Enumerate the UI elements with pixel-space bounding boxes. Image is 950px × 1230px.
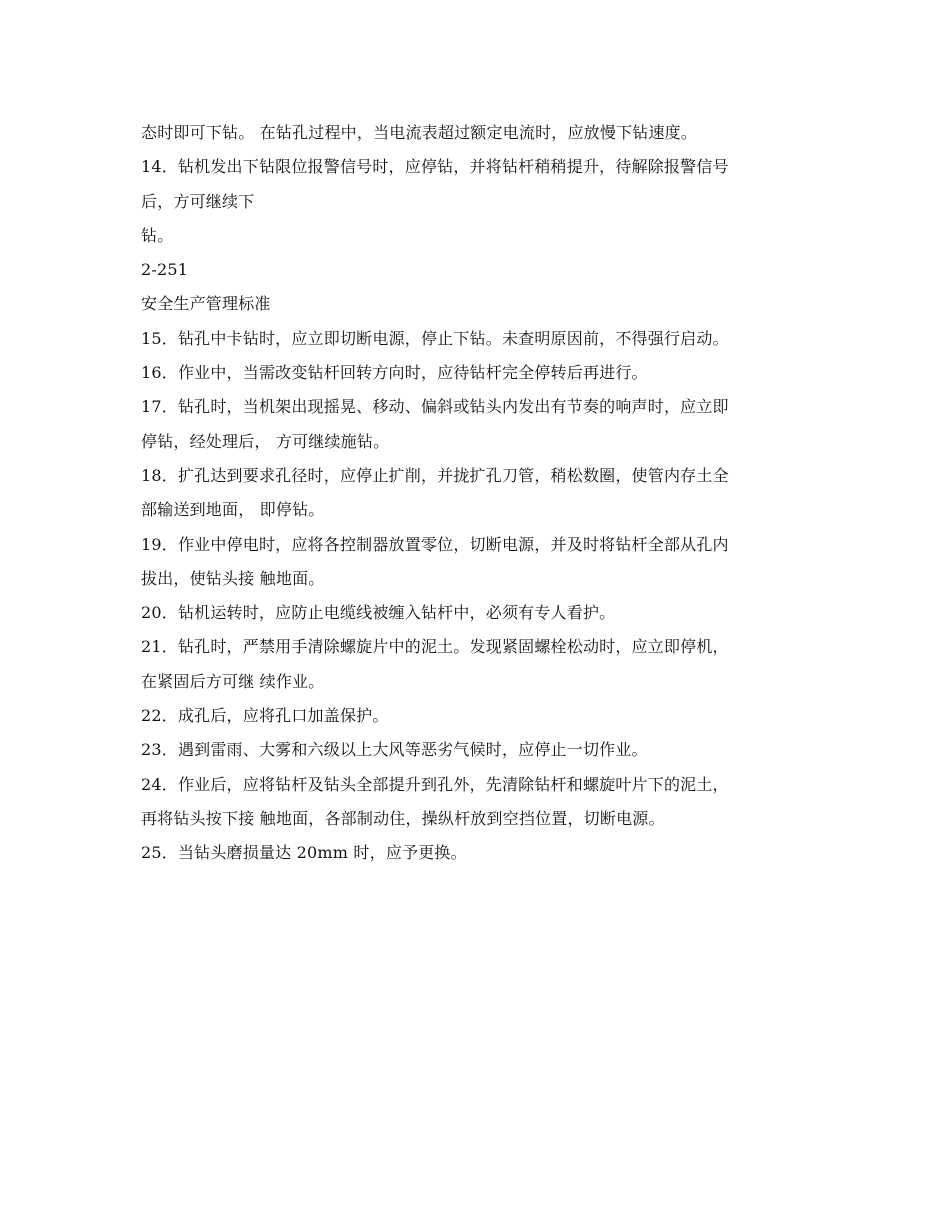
text-line: 20．钻机运转时，应防止电缆线被缠入钻杆中，必须有专人看护。 (141, 603, 616, 623)
text-line: 18．扩孔达到要求孔径时，应停止扩削，并拢扩孔刀管，稍松数圈，使管内存土全 (141, 465, 729, 485)
text-line: 19．作业中停电时，应将各控制器放置零位，切断电源，并及时将钻杆全部从孔内 (141, 534, 729, 554)
text-line: 21．钻孔时，严禁用手清除螺旋片中的泥土。发现紧固螺栓松动时，应立即停机， (141, 637, 729, 657)
text-line: 再将钻头按下接 触地面，各部制动住，操纵杆放到空挡位置，切断电源。 (141, 808, 665, 828)
text-line: 15．钻孔中卡钻时，应立即切断电源，停止下钻。未查明原因前，不得强行启动。 (141, 328, 729, 348)
document-body (141, 116, 821, 871)
text-line: 后，方可继续下 (141, 191, 255, 211)
text-line: 停钻，经处理后， 方可继续施钻。 (141, 431, 390, 451)
text-line: 态时即可下钻。 在钻孔过程中，当电流表超过额定电流时，应放慢下钻速度。 (141, 123, 698, 142)
text-line: 16．作业中，当需改变钻杆回转方向时，应待钻杆完全停转后再进行。 (141, 363, 648, 383)
text-line: 22．成孔后，应将孔口加盖保护。 (141, 706, 389, 726)
text-line: 23．遇到雷雨、大雾和六级以上大风等恶劣气候时，应停止一切作业。 (141, 740, 648, 760)
page-number: 2-251 (141, 260, 189, 280)
text-line: 14．钻机发出下钻限位报警信号时，应停钻，并将钻杆稍稍提升，待解除报警信号 (141, 157, 729, 177)
text-line: 拔出，使钻头接 触地面。 (141, 568, 325, 588)
section-heading: 安全生产管理标准 (141, 294, 271, 314)
text-line: 17．钻孔时，当机架出现摇晃、移动、偏斜或钻头内发出有节奏的响声时，应立即 (141, 397, 729, 417)
text-line: 25．当钻头磨损量达 20mm 时，应予更换。 (141, 843, 467, 863)
text-line: 在紧固后方可继 续作业。 (141, 671, 325, 691)
text-line: 部输送到地面， 即停钻。 (141, 500, 325, 520)
text-line: 钻。 (141, 225, 174, 245)
text-line: 24．作业后，应将钻杆及钻头全部提升到孔外，先清除钻杆和螺旋叶片下的泥土， (141, 774, 729, 794)
